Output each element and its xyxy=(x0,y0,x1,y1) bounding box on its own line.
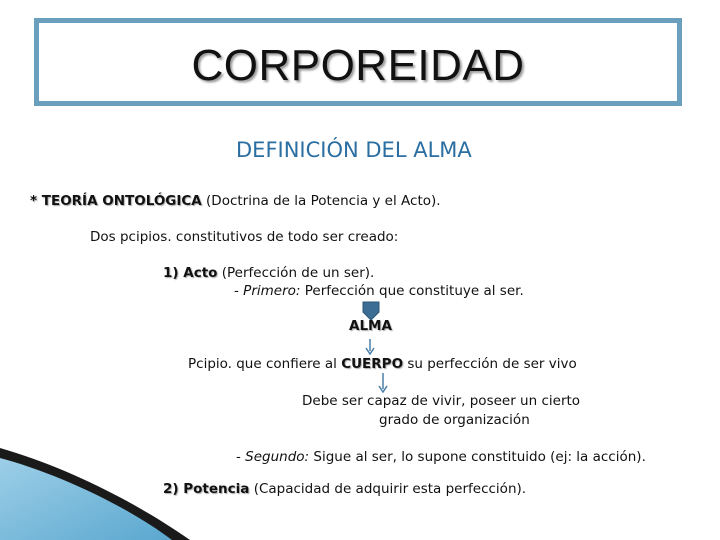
cuerpo-label: CUERPO xyxy=(341,356,404,372)
section-subtitle: DEFINICIÓN DEL ALMA xyxy=(236,138,472,162)
acto-line xyxy=(163,265,374,281)
pcipio-after: su perfección de ser vivo xyxy=(403,356,577,372)
alma-label: ALMA xyxy=(349,318,392,334)
title-frame xyxy=(34,18,682,106)
potencia-line xyxy=(163,481,526,497)
pcipio-line xyxy=(188,356,577,372)
acto-detail: (Perfección de un ser). xyxy=(217,265,375,281)
segundo-dash: - xyxy=(236,449,246,465)
principles-line: Dos pcipios. constitutivos de todo ser creado: xyxy=(90,229,399,245)
segundo-label: Segundo: xyxy=(245,449,310,465)
potencia-heading: 2) Potencia xyxy=(163,481,250,497)
primero-detail: Perfección que constituye al ser. xyxy=(300,283,524,299)
primero-dash: - xyxy=(234,283,244,299)
theory-detail: (Doctrina de la Potencia y el Acto). xyxy=(201,193,441,209)
segundo-detail: Sigue al ser, lo supone constituido (ej: la acción). xyxy=(309,449,646,465)
debe-line-1: Debe ser capaz de vivir, poseer un cierto xyxy=(302,393,581,409)
arrow-down-icon xyxy=(365,339,375,355)
potencia-detail: (Capacidad de adquirir esta perfección). xyxy=(249,481,527,497)
arrow-down-icon xyxy=(378,373,388,393)
acto-heading: 1) Acto xyxy=(163,265,218,281)
page-title: CORPOREIDAD xyxy=(191,41,525,90)
primero-label: Primero: xyxy=(243,283,301,299)
debe-line-2: grado de organización xyxy=(379,412,530,428)
primero-line xyxy=(234,283,524,299)
segundo-line xyxy=(236,449,646,465)
pcipio-before: Pcipio. que confiere al xyxy=(188,356,342,372)
theory-heading: * TEORÍA ONTOLÓGICA xyxy=(30,193,202,209)
theory-line xyxy=(30,193,441,209)
